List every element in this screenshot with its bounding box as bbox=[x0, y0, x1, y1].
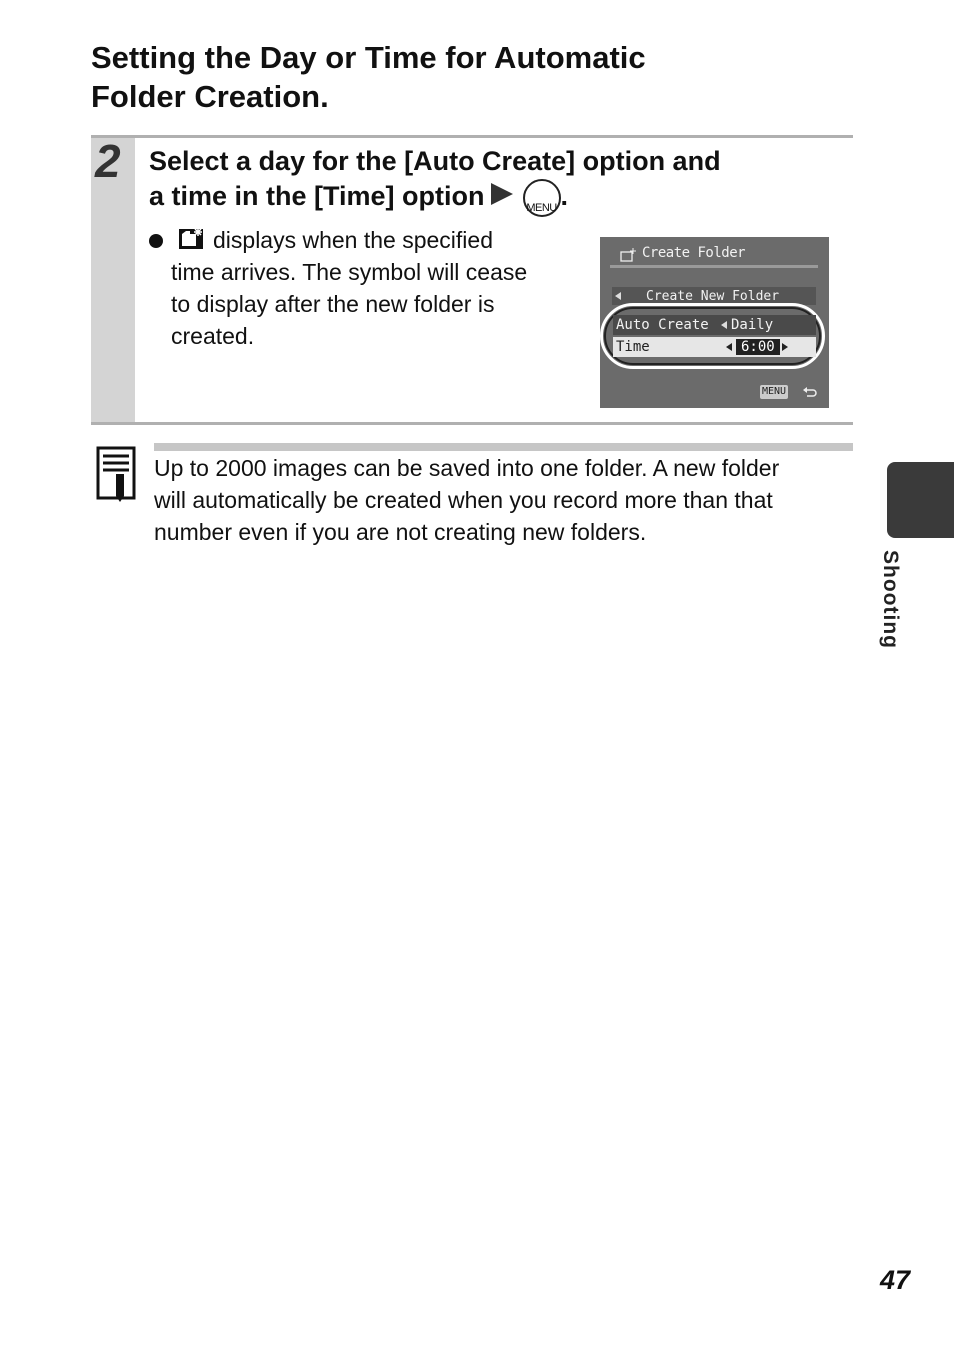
lcd-row-auto-create bbox=[613, 315, 816, 335]
step-title-line-1: Select a day for the [Auto Create] option and bbox=[149, 146, 721, 176]
auto-create-label: Auto Create bbox=[616, 317, 709, 333]
step-title-end: . bbox=[560, 181, 569, 212]
step-number: 2 bbox=[95, 135, 121, 187]
arrow-right-icon bbox=[489, 181, 515, 216]
menu-button-icon bbox=[523, 179, 561, 217]
lcd-row-time bbox=[613, 337, 816, 357]
chapter-label: Shooting bbox=[879, 550, 902, 649]
bullet-line-2: time arrives. The symbol will cease bbox=[171, 259, 528, 285]
lcd-divider bbox=[610, 265, 818, 268]
lcd-menu-label: MENU bbox=[762, 386, 787, 397]
auto-create-value: Daily bbox=[731, 317, 774, 333]
time-label: Time bbox=[616, 339, 650, 355]
right-arrow-icon bbox=[782, 343, 788, 351]
menu-button-label: MENU bbox=[526, 202, 557, 214]
left-arrow-icon bbox=[726, 343, 732, 351]
create-folder-icon bbox=[620, 247, 636, 266]
left-arrow-icon bbox=[721, 321, 727, 329]
memo-note-icon bbox=[96, 446, 138, 504]
note-line-3: number even if you are not creating new folders. bbox=[154, 519, 647, 545]
heading-line-2: Folder Creation. bbox=[91, 79, 329, 114]
bullet-line-3: to display after the new folder is bbox=[171, 291, 495, 317]
new-folder-icon bbox=[178, 226, 204, 250]
step-title bbox=[149, 144, 849, 217]
left-arrow-icon bbox=[615, 292, 621, 300]
step-box bbox=[91, 135, 853, 425]
time-value: 6:00 bbox=[736, 339, 780, 355]
note-bar bbox=[154, 443, 853, 451]
heading-line-1: Setting the Day or Time for Automatic bbox=[91, 40, 646, 75]
step-title-line-2: a time in the [Time] option bbox=[149, 181, 485, 212]
bullet-line-1: displays when the specified bbox=[213, 227, 493, 253]
return-arrow-icon bbox=[803, 384, 817, 403]
section-heading bbox=[91, 38, 851, 116]
camera-lcd-screen bbox=[600, 237, 829, 408]
chapter-side-tab bbox=[887, 462, 954, 538]
note-text bbox=[154, 452, 854, 548]
note-line-1: Up to 2000 images can be saved into one folder. A new folder bbox=[154, 455, 780, 481]
lcd-create-new-folder-label: Create New Folder bbox=[646, 289, 780, 304]
bullet-line-4: created. bbox=[171, 323, 255, 349]
bullet-dot bbox=[149, 234, 163, 248]
note-line-2: will automatically be created when you record more than that bbox=[154, 487, 773, 513]
lcd-title: Create Folder bbox=[642, 245, 746, 261]
page-number: 47 bbox=[880, 1265, 911, 1295]
